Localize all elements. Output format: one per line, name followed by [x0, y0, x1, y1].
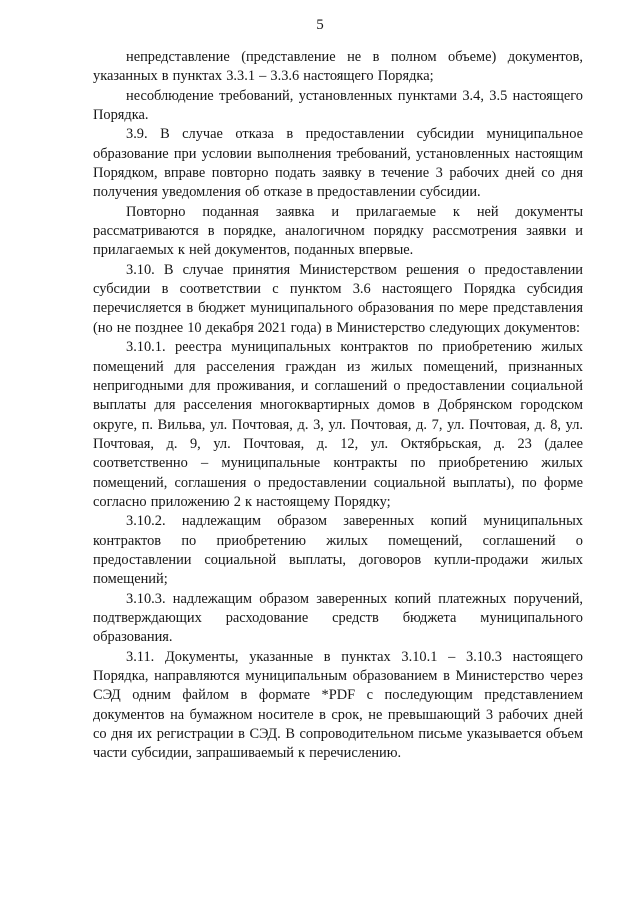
paragraph: несоблюдение требований, установленных пунктами 3.4, 3.5 настоящего Порядка.: [93, 87, 583, 124]
paragraph: 3.10.3. надлежащим образом заверенных копий платежных поручений, подтверждающих расходование средств бюджета муниципального образования.: [93, 590, 583, 646]
document-body: [93, 48, 583, 764]
paragraph: 3.11. Документы, указанные в пунктах 3.10.1 – 3.10.3 настоящего Порядка, направляются муниципальным образованием в Министерство через СЭД одним файлом в формате *PDF с последующим представлением документов на бумажном носителе в срок, не превышающий 3 рабочих дней со дня их регистрации в СЭД. В сопроводительном письме указывается объем части субсидии, запрашиваемый к перечислению.: [93, 648, 583, 762]
paragraph: 3.10. В случае принятия Министерством решения о предоставлении субсидии в соответствии с пунктом 3.6 настоящего Порядка субсидия перечисляется в бюджет муниципального образования по мере представления (но не позднее 10 декабря 2021 года) в Министерство следующих документов:: [93, 261, 583, 336]
paragraph: 3.10.2. надлежащим образом заверенных копий муниципальных контрактов по приобретению жилых помещений, соглашений о предоставлении социальной выплаты, договоров купли-продажи жилых помещений;: [93, 513, 583, 588]
page-number: 5: [316, 17, 324, 33]
paragraph: непредставление (представление не в полном объеме) документов, указанных в пунктах 3.3.1 – 3.3.6 настоящего Порядка;: [93, 49, 583, 85]
paragraph: Повторно поданная заявка и прилагаемые к ней документы рассматриваются в порядке, аналогичном порядку рассмотрения заявки и прилагаемых к ней документов, поданных впервые.: [93, 203, 583, 259]
paragraph: 3.9. В случае отказа в предоставлении субсидии муниципальное образование при условии выполнения требований, установленных настоящим Порядком, вправе повторно подать заявку в течение 3 рабочих дней со дня получения уведомления об отказе в предоставлении субсидии.: [93, 126, 583, 201]
paragraph: 3.10.1. реестра муниципальных контрактов по приобретению жилых помещений для расселения граждан из жилых помещений, признанных непригодными для проживания, и соглашений о предоставлении социальной выплаты для расселения многоквартирных домов в Добрянском городском округе, п. Вильва, ул. Почтовая, д. 3, ул. Почтовая, д. 7, ул. Почтовая, д. 8, ул. Почтовая, д. 9, ул. Почтовая, д. 12, ул. Октябрьская, д. 23 (далее соответственно – муниципальные контракты по приобретению жилых помещений, соглашения о предоставлении социальной выплаты), по форме согласно приложению 2 к настоящему Порядку;: [93, 339, 583, 510]
